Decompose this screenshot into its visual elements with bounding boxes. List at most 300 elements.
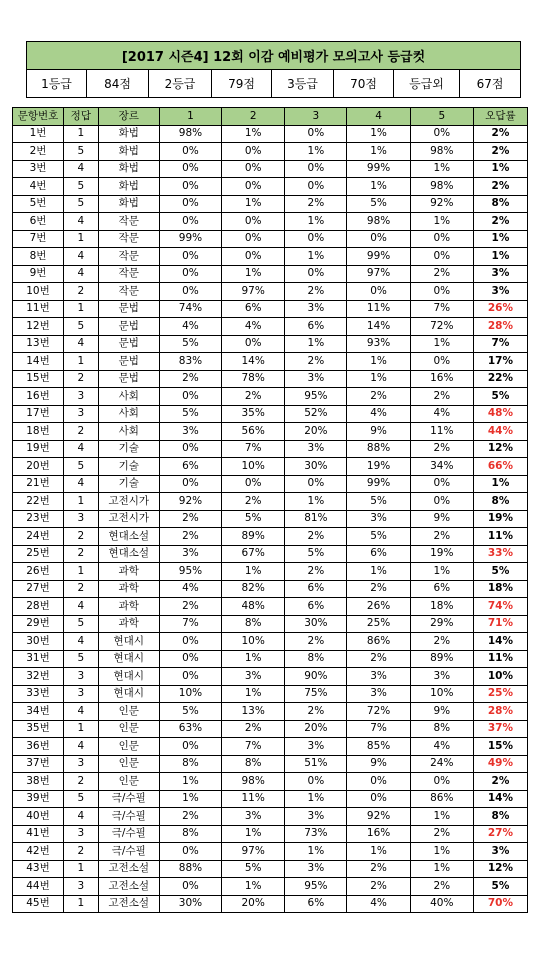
choice-5-rate: 2% xyxy=(410,825,473,843)
choice-3-rate: 0% xyxy=(285,230,347,248)
choice-1-rate: 0% xyxy=(159,178,221,196)
error-rate: 11% xyxy=(473,650,527,668)
table-row xyxy=(13,615,528,633)
cutoff-label: 등급외 xyxy=(394,70,460,98)
cutoff-value: 67점 xyxy=(460,70,521,98)
choice-5-rate: 3% xyxy=(410,668,473,686)
choice-3-rate: 2% xyxy=(285,633,347,651)
choice-1-rate: 6% xyxy=(159,458,221,476)
answer: 4 xyxy=(63,808,98,826)
choice-5-rate: 86% xyxy=(410,790,473,808)
choice-2-rate: 14% xyxy=(222,353,285,371)
answer: 2 xyxy=(63,370,98,388)
question-number: 16번 xyxy=(13,388,64,406)
error-rate: 74% xyxy=(473,598,527,616)
choice-4-rate: 2% xyxy=(347,878,410,896)
choice-5-rate: 2% xyxy=(410,265,473,283)
table-row xyxy=(13,685,528,703)
answer: 4 xyxy=(63,213,98,231)
error-rate: 49% xyxy=(473,755,527,773)
choice-2-rate: 4% xyxy=(222,318,285,336)
question-number: 26번 xyxy=(13,563,64,581)
question-number: 3번 xyxy=(13,160,64,178)
error-rate: 18% xyxy=(473,580,527,598)
choice-4-rate: 0% xyxy=(347,230,410,248)
genre: 과학 xyxy=(98,580,159,598)
choice-5-rate: 0% xyxy=(410,493,473,511)
choice-1-rate: 0% xyxy=(159,475,221,493)
question-number: 43번 xyxy=(13,860,64,878)
column-header: 오답률 xyxy=(473,108,527,126)
choice-2-rate: 67% xyxy=(222,545,285,563)
choice-3-rate: 20% xyxy=(285,423,347,441)
choice-2-rate: 2% xyxy=(222,388,285,406)
choice-5-rate: 4% xyxy=(410,405,473,423)
answer: 1 xyxy=(63,895,98,913)
question-number: 38번 xyxy=(13,773,64,791)
genre: 작문 xyxy=(98,248,159,266)
error-rate: 12% xyxy=(473,860,527,878)
choice-2-rate: 48% xyxy=(222,598,285,616)
choice-4-rate: 2% xyxy=(347,860,410,878)
choice-5-rate: 1% xyxy=(410,563,473,581)
error-rate: 3% xyxy=(473,843,527,861)
grade-cutoff-table xyxy=(26,41,521,98)
answer: 3 xyxy=(63,668,98,686)
choice-1-rate: 0% xyxy=(159,283,221,301)
question-number: 20번 xyxy=(13,458,64,476)
question-number: 45번 xyxy=(13,895,64,913)
error-rate: 2% xyxy=(473,143,527,161)
answer: 2 xyxy=(63,283,98,301)
choice-3-rate: 1% xyxy=(285,248,347,266)
choice-5-rate: 0% xyxy=(410,230,473,248)
table-row xyxy=(13,475,528,493)
choice-3-rate: 30% xyxy=(285,458,347,476)
choice-2-rate: 1% xyxy=(222,195,285,213)
choice-3-rate: 6% xyxy=(285,318,347,336)
question-number: 19번 xyxy=(13,440,64,458)
choice-3-rate: 0% xyxy=(285,475,347,493)
choice-2-rate: 0% xyxy=(222,160,285,178)
choice-4-rate: 5% xyxy=(347,528,410,546)
question-number: 6번 xyxy=(13,213,64,231)
choice-5-rate: 1% xyxy=(410,843,473,861)
choice-3-rate: 81% xyxy=(285,510,347,528)
answer: 5 xyxy=(63,458,98,476)
choice-5-rate: 9% xyxy=(410,510,473,528)
choice-5-rate: 8% xyxy=(410,720,473,738)
choice-4-rate: 14% xyxy=(347,318,410,336)
error-rate: 14% xyxy=(473,633,527,651)
column-header: 장르 xyxy=(98,108,159,126)
error-rate: 1% xyxy=(473,160,527,178)
question-number: 37번 xyxy=(13,755,64,773)
answer: 5 xyxy=(63,143,98,161)
choice-2-rate: 0% xyxy=(222,335,285,353)
error-rate: 3% xyxy=(473,283,527,301)
choice-2-rate: 7% xyxy=(222,440,285,458)
choice-2-rate: 3% xyxy=(222,808,285,826)
answer: 3 xyxy=(63,510,98,528)
choice-4-rate: 2% xyxy=(347,580,410,598)
choice-4-rate: 0% xyxy=(347,283,410,301)
choice-5-rate: 16% xyxy=(410,370,473,388)
choice-1-rate: 0% xyxy=(159,248,221,266)
choice-3-rate: 2% xyxy=(285,283,347,301)
choice-5-rate: 92% xyxy=(410,195,473,213)
choice-2-rate: 0% xyxy=(222,213,285,231)
table-row xyxy=(13,300,528,318)
choice-4-rate: 2% xyxy=(347,650,410,668)
choice-4-rate: 2% xyxy=(347,388,410,406)
genre: 작문 xyxy=(98,283,159,301)
choice-1-rate: 8% xyxy=(159,825,221,843)
choice-2-rate: 89% xyxy=(222,528,285,546)
choice-4-rate: 26% xyxy=(347,598,410,616)
choice-1-rate: 5% xyxy=(159,405,221,423)
choice-2-rate: 35% xyxy=(222,405,285,423)
choice-2-rate: 8% xyxy=(222,615,285,633)
choice-4-rate: 25% xyxy=(347,615,410,633)
choice-4-rate: 72% xyxy=(347,703,410,721)
choice-1-rate: 7% xyxy=(159,615,221,633)
choice-5-rate: 2% xyxy=(410,528,473,546)
cutoff-value: 84점 xyxy=(87,70,149,98)
choice-4-rate: 5% xyxy=(347,493,410,511)
choice-1-rate: 98% xyxy=(159,125,221,143)
choice-4-rate: 1% xyxy=(347,370,410,388)
table-row xyxy=(13,125,528,143)
genre: 사회 xyxy=(98,423,159,441)
table-row xyxy=(13,808,528,826)
cutoff-label: 1등급 xyxy=(27,70,87,98)
table-row xyxy=(13,755,528,773)
choice-1-rate: 92% xyxy=(159,493,221,511)
choice-5-rate: 2% xyxy=(410,440,473,458)
genre: 현대시 xyxy=(98,668,159,686)
choice-3-rate: 1% xyxy=(285,143,347,161)
table-row xyxy=(13,668,528,686)
error-rate: 44% xyxy=(473,423,527,441)
choice-3-rate: 51% xyxy=(285,755,347,773)
choice-1-rate: 1% xyxy=(159,790,221,808)
choice-3-rate: 3% xyxy=(285,738,347,756)
choice-4-rate: 99% xyxy=(347,160,410,178)
column-header: 4 xyxy=(347,108,410,126)
choice-3-rate: 2% xyxy=(285,528,347,546)
choice-1-rate: 99% xyxy=(159,230,221,248)
genre: 사회 xyxy=(98,405,159,423)
choice-4-rate: 7% xyxy=(347,720,410,738)
table-row xyxy=(13,598,528,616)
error-rate: 10% xyxy=(473,668,527,686)
choice-3-rate: 52% xyxy=(285,405,347,423)
genre: 작문 xyxy=(98,213,159,231)
choice-1-rate: 3% xyxy=(159,545,221,563)
choice-3-rate: 6% xyxy=(285,895,347,913)
genre: 고전시가 xyxy=(98,510,159,528)
question-number: 1번 xyxy=(13,125,64,143)
choice-4-rate: 92% xyxy=(347,808,410,826)
table-row xyxy=(13,423,528,441)
choice-2-rate: 0% xyxy=(222,178,285,196)
question-number: 25번 xyxy=(13,545,64,563)
question-number: 36번 xyxy=(13,738,64,756)
error-rate: 66% xyxy=(473,458,527,476)
question-number: 9번 xyxy=(13,265,64,283)
choice-3-rate: 0% xyxy=(285,178,347,196)
answer: 1 xyxy=(63,300,98,318)
table-row xyxy=(13,195,528,213)
choice-1-rate: 5% xyxy=(159,335,221,353)
choice-3-rate: 95% xyxy=(285,388,347,406)
genre: 인문 xyxy=(98,738,159,756)
choice-5-rate: 34% xyxy=(410,458,473,476)
choice-5-rate: 29% xyxy=(410,615,473,633)
choice-4-rate: 86% xyxy=(347,633,410,651)
error-rate: 48% xyxy=(473,405,527,423)
choice-5-rate: 4% xyxy=(410,738,473,756)
choice-4-rate: 3% xyxy=(347,685,410,703)
answer: 5 xyxy=(63,318,98,336)
question-number: 4번 xyxy=(13,178,64,196)
error-rate: 14% xyxy=(473,790,527,808)
choice-3-rate: 75% xyxy=(285,685,347,703)
choice-1-rate: 10% xyxy=(159,685,221,703)
choice-2-rate: 0% xyxy=(222,475,285,493)
table-row xyxy=(13,773,528,791)
question-number: 8번 xyxy=(13,248,64,266)
question-number: 7번 xyxy=(13,230,64,248)
choice-4-rate: 0% xyxy=(347,773,410,791)
choice-5-rate: 10% xyxy=(410,685,473,703)
choice-4-rate: 1% xyxy=(347,178,410,196)
error-rate: 28% xyxy=(473,318,527,336)
choice-2-rate: 8% xyxy=(222,755,285,773)
choice-3-rate: 0% xyxy=(285,773,347,791)
choice-1-rate: 2% xyxy=(159,370,221,388)
choice-3-rate: 90% xyxy=(285,668,347,686)
question-number: 10번 xyxy=(13,283,64,301)
choice-2-rate: 97% xyxy=(222,843,285,861)
choice-3-rate: 2% xyxy=(285,703,347,721)
choice-2-rate: 2% xyxy=(222,493,285,511)
choice-2-rate: 56% xyxy=(222,423,285,441)
error-rate: 5% xyxy=(473,878,527,896)
error-rate: 7% xyxy=(473,335,527,353)
choice-5-rate: 0% xyxy=(410,475,473,493)
choice-3-rate: 1% xyxy=(285,493,347,511)
choice-2-rate: 1% xyxy=(222,685,285,703)
error-rate: 25% xyxy=(473,685,527,703)
choice-2-rate: 1% xyxy=(222,563,285,581)
choice-2-rate: 7% xyxy=(222,738,285,756)
error-rate: 17% xyxy=(473,353,527,371)
genre: 과학 xyxy=(98,598,159,616)
genre: 현대시 xyxy=(98,685,159,703)
answer: 4 xyxy=(63,440,98,458)
table-row xyxy=(13,388,528,406)
choice-3-rate: 2% xyxy=(285,563,347,581)
error-rate: 5% xyxy=(473,563,527,581)
table-row xyxy=(13,703,528,721)
question-number: 35번 xyxy=(13,720,64,738)
question-number: 2번 xyxy=(13,143,64,161)
choice-2-rate: 82% xyxy=(222,580,285,598)
answer: 4 xyxy=(63,475,98,493)
choice-1-rate: 8% xyxy=(159,755,221,773)
choice-5-rate: 1% xyxy=(410,213,473,231)
choice-2-rate: 1% xyxy=(222,125,285,143)
table-row xyxy=(13,213,528,231)
genre: 고전소설 xyxy=(98,860,159,878)
question-number: 29번 xyxy=(13,615,64,633)
cutoff-label: 2등급 xyxy=(149,70,212,98)
error-rate: 3% xyxy=(473,265,527,283)
choice-3-rate: 2% xyxy=(285,353,347,371)
question-number: 17번 xyxy=(13,405,64,423)
choice-2-rate: 0% xyxy=(222,143,285,161)
genre: 극/수필 xyxy=(98,790,159,808)
error-rate: 70% xyxy=(473,895,527,913)
choice-2-rate: 2% xyxy=(222,720,285,738)
question-number: 30번 xyxy=(13,633,64,651)
answer: 2 xyxy=(63,423,98,441)
choice-2-rate: 1% xyxy=(222,650,285,668)
choice-3-rate: 6% xyxy=(285,580,347,598)
choice-4-rate: 1% xyxy=(347,843,410,861)
choice-4-rate: 97% xyxy=(347,265,410,283)
answer: 5 xyxy=(63,650,98,668)
question-number: 22번 xyxy=(13,493,64,511)
answer: 3 xyxy=(63,388,98,406)
table-header-row xyxy=(13,108,528,126)
choice-1-rate: 83% xyxy=(159,353,221,371)
answer: 3 xyxy=(63,825,98,843)
choice-1-rate: 2% xyxy=(159,510,221,528)
choice-1-rate: 74% xyxy=(159,300,221,318)
error-rate: 5% xyxy=(473,388,527,406)
genre: 사회 xyxy=(98,388,159,406)
choice-5-rate: 0% xyxy=(410,353,473,371)
choice-1-rate: 95% xyxy=(159,563,221,581)
choice-4-rate: 19% xyxy=(347,458,410,476)
error-rate: 22% xyxy=(473,370,527,388)
question-number: 42번 xyxy=(13,843,64,861)
column-header: 문항번호 xyxy=(13,108,64,126)
choice-5-rate: 0% xyxy=(410,283,473,301)
choice-1-rate: 2% xyxy=(159,808,221,826)
choice-3-rate: 20% xyxy=(285,720,347,738)
question-number: 31번 xyxy=(13,650,64,668)
question-number: 44번 xyxy=(13,878,64,896)
choice-4-rate: 3% xyxy=(347,668,410,686)
column-header: 정답 xyxy=(63,108,98,126)
choice-5-rate: 0% xyxy=(410,125,473,143)
cutoff-value: 70점 xyxy=(334,70,394,98)
answer: 2 xyxy=(63,843,98,861)
choice-1-rate: 0% xyxy=(159,633,221,651)
choice-3-rate: 0% xyxy=(285,160,347,178)
table-row xyxy=(13,650,528,668)
genre: 문법 xyxy=(98,300,159,318)
answer: 4 xyxy=(63,738,98,756)
choice-1-rate: 30% xyxy=(159,895,221,913)
choice-5-rate: 0% xyxy=(410,773,473,791)
answer-rate-table xyxy=(12,107,528,913)
answer: 2 xyxy=(63,545,98,563)
choice-3-rate: 3% xyxy=(285,808,347,826)
genre: 과학 xyxy=(98,563,159,581)
error-rate: 2% xyxy=(473,773,527,791)
choice-5-rate: 0% xyxy=(410,248,473,266)
error-rate: 28% xyxy=(473,703,527,721)
choice-2-rate: 78% xyxy=(222,370,285,388)
genre: 기술 xyxy=(98,458,159,476)
answer: 4 xyxy=(63,598,98,616)
table-row xyxy=(13,335,528,353)
cutoff-label: 3등급 xyxy=(272,70,334,98)
genre: 문법 xyxy=(98,335,159,353)
genre: 현대시 xyxy=(98,650,159,668)
error-rate: 2% xyxy=(473,178,527,196)
error-rate: 11% xyxy=(473,528,527,546)
table-row xyxy=(13,283,528,301)
choice-1-rate: 4% xyxy=(159,580,221,598)
choice-5-rate: 89% xyxy=(410,650,473,668)
choice-1-rate: 0% xyxy=(159,738,221,756)
genre: 극/수필 xyxy=(98,808,159,826)
error-rate: 26% xyxy=(473,300,527,318)
answer: 2 xyxy=(63,773,98,791)
choice-2-rate: 0% xyxy=(222,230,285,248)
table-row xyxy=(13,528,528,546)
table-row xyxy=(13,633,528,651)
table-row xyxy=(13,790,528,808)
choice-1-rate: 0% xyxy=(159,143,221,161)
choice-2-rate: 11% xyxy=(222,790,285,808)
genre: 과학 xyxy=(98,615,159,633)
answer: 1 xyxy=(63,860,98,878)
choice-4-rate: 4% xyxy=(347,405,410,423)
table-row xyxy=(13,458,528,476)
choice-3-rate: 73% xyxy=(285,825,347,843)
table-row xyxy=(13,738,528,756)
choice-5-rate: 2% xyxy=(410,878,473,896)
choice-1-rate: 2% xyxy=(159,528,221,546)
choice-5-rate: 11% xyxy=(410,423,473,441)
choice-2-rate: 13% xyxy=(222,703,285,721)
choice-5-rate: 18% xyxy=(410,598,473,616)
choice-1-rate: 0% xyxy=(159,213,221,231)
choice-5-rate: 1% xyxy=(410,860,473,878)
question-number: 24번 xyxy=(13,528,64,546)
answer: 2 xyxy=(63,580,98,598)
choice-4-rate: 9% xyxy=(347,423,410,441)
error-rate: 1% xyxy=(473,230,527,248)
choice-4-rate: 1% xyxy=(347,353,410,371)
answer: 1 xyxy=(63,493,98,511)
choice-2-rate: 5% xyxy=(222,510,285,528)
genre: 극/수필 xyxy=(98,825,159,843)
question-number: 12번 xyxy=(13,318,64,336)
genre: 작문 xyxy=(98,265,159,283)
table-row xyxy=(13,318,528,336)
choice-3-rate: 3% xyxy=(285,440,347,458)
choice-5-rate: 24% xyxy=(410,755,473,773)
choice-5-rate: 19% xyxy=(410,545,473,563)
